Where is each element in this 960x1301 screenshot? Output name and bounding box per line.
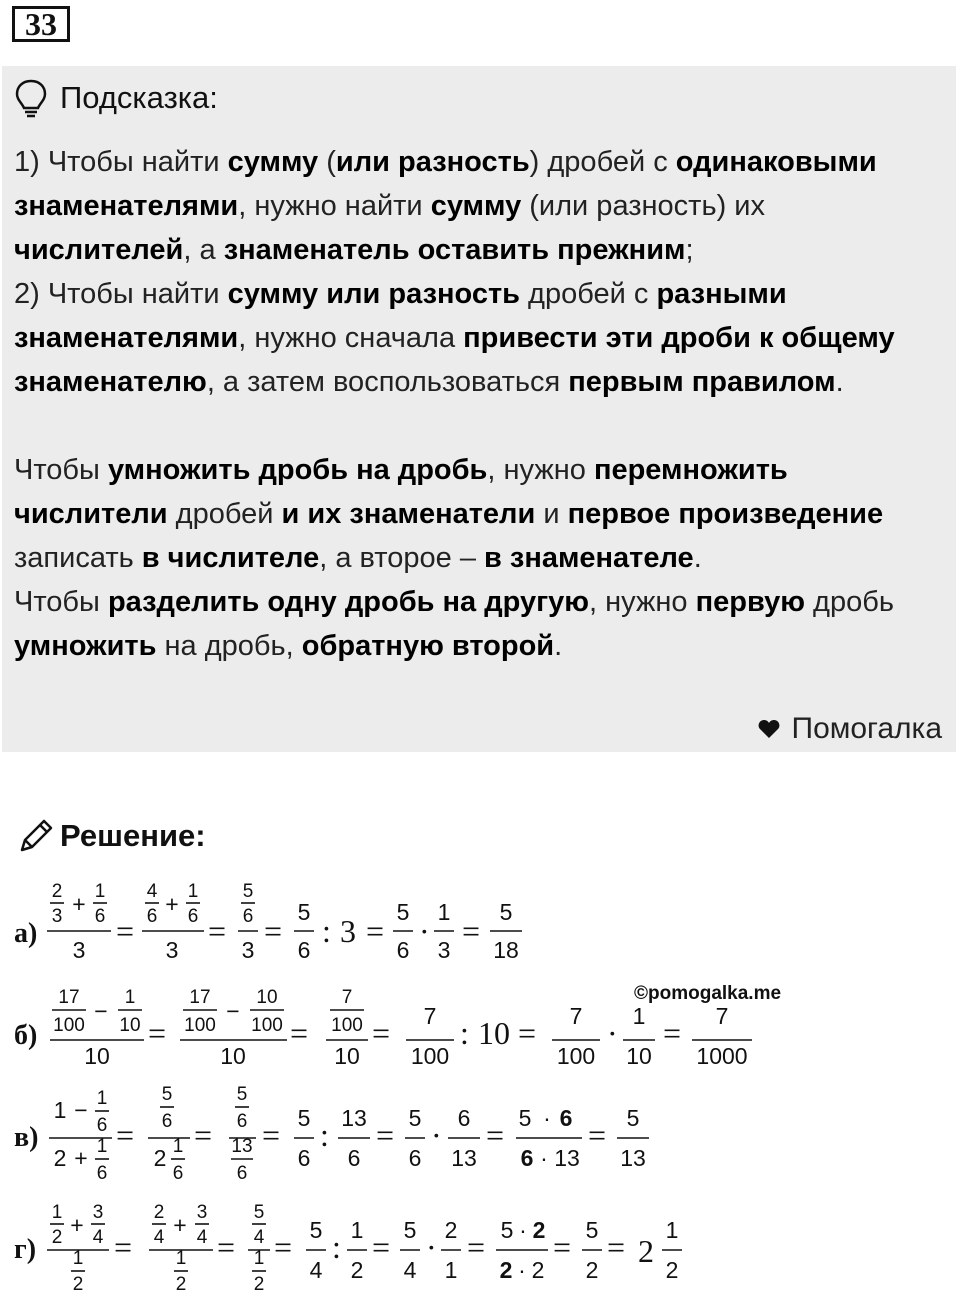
- svg-text:1: 1: [94, 881, 106, 902]
- svg-text:1: 1: [124, 987, 136, 1008]
- svg-text::: :: [322, 913, 331, 949]
- svg-text::: :: [460, 1015, 469, 1051]
- svg-text:=: =: [116, 913, 135, 949]
- svg-text:2: 2: [665, 1257, 679, 1283]
- svg-text:·: ·: [519, 1217, 527, 1243]
- svg-text:5: 5: [253, 1202, 265, 1223]
- svg-text:3: 3: [72, 937, 86, 963]
- svg-text:+: +: [173, 1212, 187, 1238]
- svg-text:4: 4: [146, 881, 158, 902]
- svg-text:1: 1: [437, 899, 451, 925]
- brand-name: Помогалка: [791, 712, 942, 745]
- svg-text:5: 5: [297, 899, 311, 925]
- svg-text:2: 2: [53, 1145, 67, 1171]
- label-g: г): [14, 1234, 37, 1265]
- svg-text:=: =: [372, 1015, 391, 1051]
- svg-text:6: 6: [187, 906, 199, 927]
- svg-text:6: 6: [396, 937, 410, 963]
- svg-text:6: 6: [297, 937, 311, 963]
- svg-text:=: =: [274, 1229, 293, 1265]
- svg-text:17: 17: [58, 987, 80, 1008]
- svg-text:5: 5: [161, 1084, 173, 1105]
- svg-text:10: 10: [119, 1015, 141, 1036]
- rule-1: 1) Чтобы найти сумму (или разность) дробей с одинаковыми знаменателями, нужно найти сумму (или разность) их числителей, а знаменатель оставить прежним;: [14, 146, 877, 266]
- watermark: ©pomogalka.me: [634, 983, 782, 1004]
- svg-text:+: +: [165, 891, 179, 917]
- svg-text:4: 4: [403, 1257, 417, 1283]
- svg-text:6: 6: [347, 1145, 361, 1171]
- svg-text:100: 100: [410, 1043, 450, 1069]
- svg-text:5: 5: [626, 1105, 640, 1131]
- svg-text:=: =: [194, 1117, 213, 1153]
- solution-title: Решение:: [60, 818, 206, 853]
- svg-text:3: 3: [196, 1202, 208, 1223]
- svg-text:6: 6: [146, 906, 158, 927]
- svg-text:100: 100: [53, 1015, 85, 1036]
- svg-text:1: 1: [172, 1136, 184, 1157]
- hint-title: Подсказка:: [60, 80, 218, 115]
- svg-text:5: 5: [242, 881, 254, 902]
- svg-text:=: =: [116, 1117, 135, 1153]
- svg-text:4: 4: [253, 1227, 265, 1248]
- rule-3: Чтобы умножить дробь на дробь, нужно перемножить числители дробей и их знаменатели и первое произведение записать в числителе, а второе – в знаменателе.: [14, 454, 884, 574]
- svg-text:13: 13: [620, 1145, 646, 1171]
- svg-text:2: 2: [532, 1217, 546, 1243]
- svg-text:2: 2: [531, 1257, 545, 1283]
- svg-text:6: 6: [161, 1111, 173, 1132]
- svg-text:−: −: [226, 998, 240, 1024]
- svg-text:·: ·: [431, 1117, 442, 1153]
- svg-text:6: 6: [96, 1115, 108, 1136]
- svg-text:·: ·: [426, 1229, 437, 1265]
- svg-text:=: =: [663, 1015, 682, 1051]
- svg-text:5: 5: [297, 1105, 311, 1131]
- svg-text:=: =: [217, 1229, 236, 1265]
- svg-text:1: 1: [96, 1136, 108, 1157]
- svg-text:6: 6: [559, 1105, 573, 1131]
- svg-text:5: 5: [408, 1105, 422, 1131]
- svg-text:7: 7: [569, 1003, 583, 1029]
- svg-text:2: 2: [444, 1217, 458, 1243]
- svg-text:1: 1: [72, 1248, 84, 1269]
- svg-text:2: 2: [51, 881, 63, 902]
- svg-text:10: 10: [84, 1043, 110, 1069]
- svg-text:7: 7: [423, 1003, 437, 1029]
- svg-text:=: =: [264, 913, 283, 949]
- label-b: б): [14, 1020, 38, 1051]
- svg-text:2: 2: [350, 1257, 364, 1283]
- svg-text:1: 1: [96, 1088, 108, 1109]
- svg-text:=: =: [588, 1117, 607, 1153]
- svg-text:=: =: [290, 1015, 309, 1051]
- svg-text:13: 13: [341, 1105, 367, 1131]
- svg-text:+: +: [72, 891, 86, 917]
- svg-text:=: =: [372, 1229, 391, 1265]
- svg-text:−: −: [94, 998, 108, 1024]
- solution-g: [14, 1202, 682, 1295]
- svg-text:13: 13: [554, 1145, 580, 1171]
- svg-text:4: 4: [92, 1227, 104, 1248]
- solution-a: [14, 881, 522, 963]
- svg-text:5: 5: [309, 1217, 323, 1243]
- svg-text:=: =: [208, 913, 227, 949]
- rule-4: Чтобы разделить одну дробь на другую, нужно первую дробь умножить на дробь, обратную второй.: [14, 586, 894, 662]
- label-a: а): [14, 918, 38, 949]
- svg-text:6: 6: [236, 1163, 248, 1184]
- svg-text:6: 6: [520, 1145, 534, 1171]
- svg-text:7: 7: [715, 1003, 729, 1029]
- svg-text:13: 13: [231, 1136, 253, 1157]
- svg-text:6: 6: [172, 1163, 184, 1184]
- svg-text:3: 3: [51, 906, 63, 927]
- svg-text:10: 10: [626, 1043, 652, 1069]
- svg-text:2: 2: [72, 1274, 84, 1295]
- svg-text:2: 2: [253, 1274, 265, 1295]
- svg-text::: :: [320, 1117, 329, 1153]
- svg-text:5: 5: [500, 1217, 514, 1243]
- solution-v: [14, 1084, 649, 1184]
- svg-text:2: 2: [153, 1202, 165, 1223]
- svg-text:1: 1: [444, 1257, 458, 1283]
- svg-text:=: =: [462, 913, 481, 949]
- svg-text:5: 5: [585, 1217, 599, 1243]
- svg-text:10: 10: [478, 1015, 510, 1051]
- svg-text:18: 18: [493, 937, 519, 963]
- svg-text:=: =: [518, 1015, 537, 1051]
- svg-text:6: 6: [242, 906, 254, 927]
- svg-text:1: 1: [187, 881, 199, 902]
- svg-text:1: 1: [253, 1248, 265, 1269]
- svg-text:−: −: [74, 1097, 88, 1123]
- svg-text:2: 2: [638, 1233, 654, 1269]
- svg-text:·: ·: [419, 913, 430, 949]
- svg-text:6: 6: [457, 1105, 471, 1131]
- svg-text:1000: 1000: [696, 1043, 748, 1069]
- svg-text:10: 10: [256, 987, 278, 1008]
- svg-text:=: =: [553, 1229, 572, 1265]
- svg-text:=: =: [148, 1015, 167, 1051]
- svg-text:=: =: [607, 1229, 626, 1265]
- task-number: 33: [12, 6, 70, 42]
- svg-text:10: 10: [220, 1043, 246, 1069]
- svg-text:100: 100: [184, 1015, 216, 1036]
- svg-text:+: +: [70, 1212, 84, 1238]
- svg-text:6: 6: [297, 1145, 311, 1171]
- svg-text:10: 10: [334, 1043, 360, 1069]
- svg-text:4: 4: [196, 1227, 208, 1248]
- svg-text:13: 13: [451, 1145, 477, 1171]
- svg-text:5: 5: [403, 1217, 417, 1243]
- svg-text:5: 5: [518, 1105, 532, 1131]
- svg-text:=: =: [262, 1117, 281, 1153]
- svg-text:17: 17: [189, 987, 211, 1008]
- svg-text:1: 1: [665, 1217, 679, 1243]
- svg-text:4: 4: [309, 1257, 323, 1283]
- svg-text:6: 6: [408, 1145, 422, 1171]
- svg-text:=: =: [366, 913, 385, 949]
- svg-text:3: 3: [340, 913, 356, 949]
- svg-text:2: 2: [153, 1145, 167, 1171]
- svg-text:·: ·: [543, 1105, 551, 1131]
- svg-text:5: 5: [499, 899, 513, 925]
- svg-text:2: 2: [585, 1257, 599, 1283]
- svg-text:=: =: [376, 1117, 395, 1153]
- svg-text:=: =: [114, 1229, 133, 1265]
- svg-text:=: =: [486, 1117, 505, 1153]
- svg-text:4: 4: [153, 1227, 165, 1248]
- svg-text:2: 2: [51, 1227, 63, 1248]
- svg-text:5: 5: [396, 899, 410, 925]
- label-v: в): [14, 1122, 39, 1153]
- svg-text:·: ·: [607, 1015, 618, 1051]
- svg-text:100: 100: [556, 1043, 596, 1069]
- svg-text:2: 2: [499, 1257, 513, 1283]
- svg-text:1: 1: [51, 1202, 63, 1223]
- solution-b: [14, 987, 752, 1069]
- svg-text:5: 5: [236, 1084, 248, 1105]
- svg-text:6: 6: [94, 906, 106, 927]
- svg-text:100: 100: [251, 1015, 283, 1036]
- svg-text:100: 100: [331, 1015, 363, 1036]
- svg-text:1: 1: [175, 1248, 187, 1269]
- svg-text::: :: [332, 1229, 341, 1265]
- svg-text:6: 6: [236, 1111, 248, 1132]
- svg-text:3: 3: [165, 937, 179, 963]
- svg-text:3: 3: [92, 1202, 104, 1223]
- svg-text:2: 2: [175, 1274, 187, 1295]
- svg-text:1: 1: [632, 1003, 646, 1029]
- svg-text:7: 7: [341, 987, 353, 1008]
- svg-text:1: 1: [350, 1217, 364, 1243]
- svg-text:3: 3: [437, 937, 451, 963]
- svg-text:=: =: [467, 1229, 486, 1265]
- svg-text:6: 6: [96, 1163, 108, 1184]
- svg-text:1: 1: [53, 1097, 67, 1123]
- svg-text:·: ·: [518, 1257, 526, 1283]
- svg-text:·: ·: [540, 1145, 548, 1171]
- svg-text:+: +: [74, 1145, 88, 1171]
- rule-2: 2) Чтобы найти сумму или разность дробей с разными знаменателями, нужно сначала привести эти дроби к общему знаменателю, а затем воспользоваться первым правилом.: [14, 278, 895, 398]
- svg-text:3: 3: [241, 937, 255, 963]
